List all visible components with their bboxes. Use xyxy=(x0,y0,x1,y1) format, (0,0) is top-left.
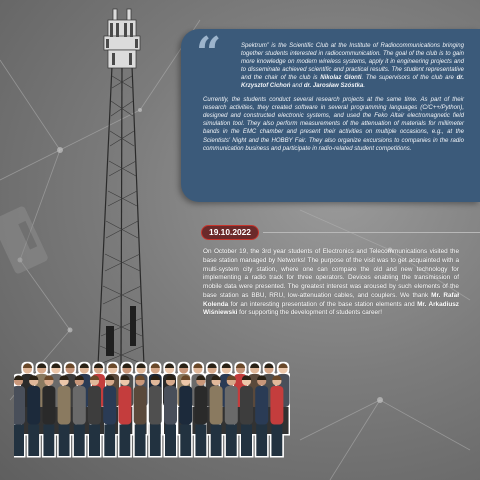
divider-line xyxy=(263,232,480,233)
club-info-box xyxy=(181,29,480,202)
supervisor-name-1: dr. Krzysztof Cichoń xyxy=(241,75,464,90)
date-badge: 19.10.2022 xyxy=(201,225,259,240)
quote-icon: “ xyxy=(196,28,222,79)
thanked-person-2: Mr. Arkadiusz Wiśniewski xyxy=(203,300,459,317)
club-chair-name: Nikolaz Glonti xyxy=(320,75,362,82)
thanked-person-1: Mr. Rafał Kolenda xyxy=(203,291,459,308)
cell-tower-image xyxy=(86,6,158,368)
group-photo-image xyxy=(14,350,290,468)
visit-article: On October 19, the 3rd year students of Electronics and Telecommunications visited the base station managed by Networks! The purpose of the visit was to get acquainted with a multi-system city station, where one can compare the old and new technology for implementing a radio track for three operators. Devices enabling the transmission of mobile data were presented. The greatest interest was aroused by such elements of the base station as BBU, RRU, low-attenuation cables, and couplers. We thank Mr. Rafał Kolenda for an interesting presentation of the base station elements and Mr. Arkadiusz Wiśniewski for supporting the development of students career! xyxy=(203,248,459,317)
supervisor-name-2: dr. Jarosław Szóstka xyxy=(303,83,364,90)
club-activities: Currently, the students conduct several research projects at the same time. As part of their research activities, they created software in several programming languages (C/C++/Python), designed and constructed electronic systems, and used the Feko Altair electromagnetic field simulation tool. They also perform measurements of the attenuation of materials for millimeter bands in the EMC chamber and present their activities on multiple occasions, e.g., at the Scientists' Night and the HOBBY Fair. They also organize excursions to companies in the radio communication business and participate in radio-related student competitions. xyxy=(203,97,464,152)
club-description: Spektrum” is the Scientific Club at the Institute of Radiocommunications bringing together students interested in radiocommunication. The goal of the club is to gain more knowledge on modern wireless systems, apply it in engineering projects and to disseminate achieved scientific and practical results. The student representative and the chair of the club is Nikolaz Glonti. The supervisors of the club are dr. Krzysztof Cichoń and dr. Jarosław Szóstka. xyxy=(241,43,464,90)
